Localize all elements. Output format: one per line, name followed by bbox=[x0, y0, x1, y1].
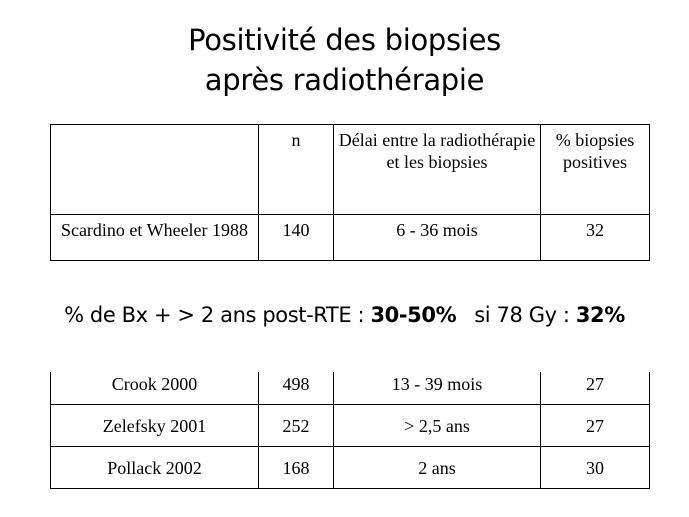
cell-delay: 13 - 39 mois bbox=[334, 372, 541, 405]
summary-banner bbox=[0, 297, 689, 333]
cell-n: 498 bbox=[259, 372, 334, 405]
slide-title bbox=[0, 20, 689, 100]
cell-n: 140 bbox=[259, 215, 334, 261]
cell-percent: 27 bbox=[541, 405, 650, 447]
cell-percent: 27 bbox=[541, 372, 650, 405]
header-study bbox=[51, 125, 259, 215]
table-row bbox=[51, 215, 650, 261]
table-bottom-section bbox=[0, 372, 689, 498]
banner-value-1: 30-50% bbox=[370, 303, 457, 327]
cell-study: Scardino et Wheeler 1988 bbox=[51, 215, 259, 261]
table-top-section bbox=[0, 124, 689, 263]
table-row bbox=[51, 372, 650, 405]
cell-delay: > 2,5 ans bbox=[334, 405, 541, 447]
table-row bbox=[51, 447, 650, 489]
cell-study: Crook 2000 bbox=[51, 372, 259, 405]
biopsy-table-bottom bbox=[50, 372, 650, 489]
cell-n: 252 bbox=[259, 405, 334, 447]
cell-n: 168 bbox=[259, 447, 334, 489]
header-n: n bbox=[259, 125, 334, 215]
banner-text-1: % de Bx + > 2 ans post-RTE : bbox=[64, 303, 371, 327]
slide-title-line-1: Positivité des biopsies bbox=[188, 23, 501, 57]
cell-percent: 30 bbox=[541, 447, 650, 489]
biopsy-table-top bbox=[50, 124, 650, 261]
header-delay: Délai entre la radiothérapie et les biopsies bbox=[334, 125, 541, 215]
cell-percent: 32 bbox=[541, 215, 650, 261]
banner-value-2: 32% bbox=[575, 303, 625, 327]
cell-study: Zelefsky 2001 bbox=[51, 405, 259, 447]
header-percent: % biopsies positives bbox=[541, 125, 650, 215]
cell-study: Pollack 2002 bbox=[51, 447, 259, 489]
slide-title-line-2: après radiothérapie bbox=[204, 63, 485, 97]
banner-text-2: si 78 Gy : bbox=[474, 303, 576, 327]
cell-delay: 2 ans bbox=[334, 447, 541, 489]
table-row bbox=[51, 405, 650, 447]
cell-delay: 6 - 36 mois bbox=[334, 215, 541, 261]
table-header-row bbox=[51, 125, 650, 215]
